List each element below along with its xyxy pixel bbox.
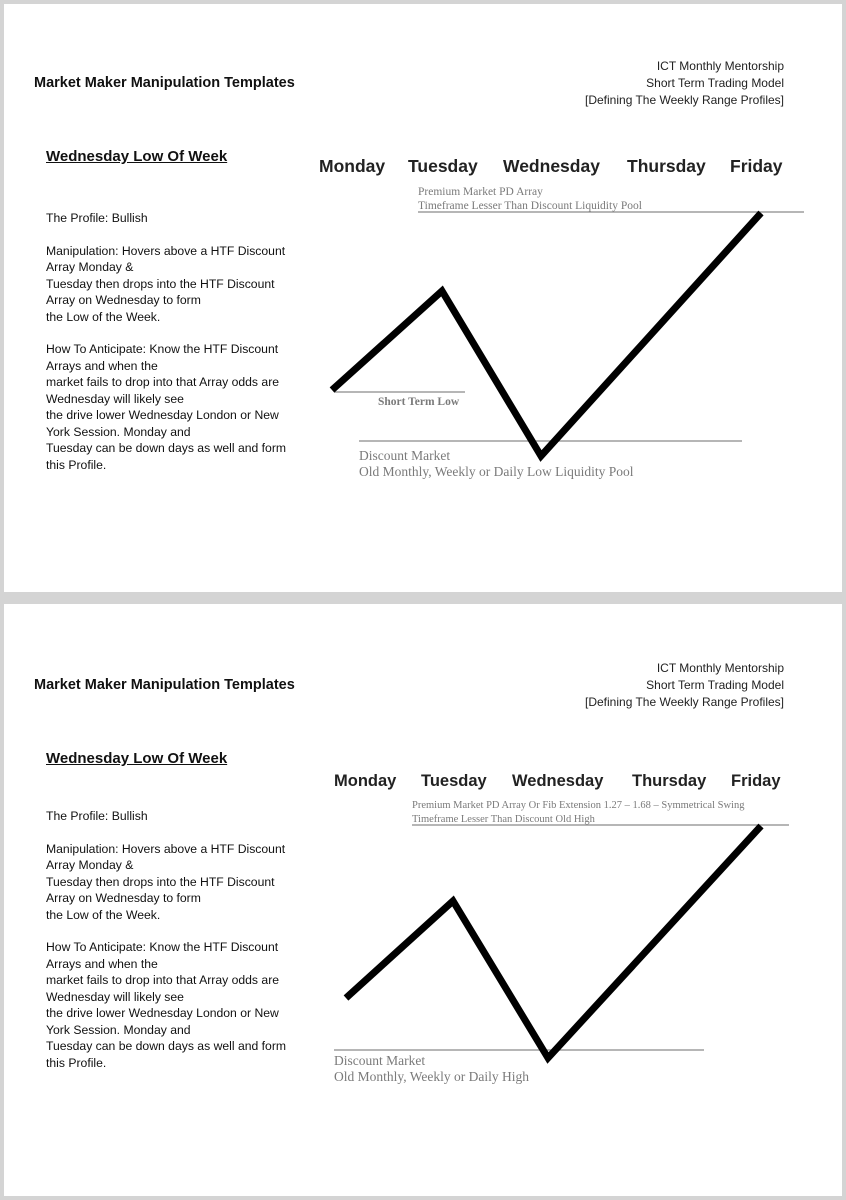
header-line: [Defining The Weekly Range Profiles] — [585, 695, 784, 709]
anticipate-line: How To Anticipate: Know the HTF Discount — [46, 940, 279, 954]
anticipate-line: the drive lower Wednesday London or New — [46, 408, 279, 422]
manipulation-line: the Low of the Week. — [46, 907, 161, 922]
slide-2 — [4, 604, 842, 1196]
day-label-thursday: Thursday — [627, 156, 706, 176]
weekly-profile-diagram — [4, 604, 842, 1196]
anticipate-line: this Profile. — [46, 457, 107, 472]
header-line: Short Term Trading Model — [646, 76, 784, 90]
profile-line: The Profile: Bullish — [46, 211, 148, 225]
manipulation-line: Tuesday then drops into the HTF Discount — [46, 276, 275, 291]
anticipate-line: York Session. Monday and — [46, 424, 191, 439]
day-label-wednesday: Wednesday — [512, 772, 604, 790]
anticipate-line: York Session. Monday and — [46, 1022, 191, 1037]
anticipate-line: Arrays and when the — [46, 358, 158, 373]
day-label-tuesday: Tuesday — [408, 156, 478, 176]
day-label-monday: Monday — [319, 156, 386, 176]
day-label-friday: Friday — [731, 772, 781, 790]
manipulation-line: Manipulation: Hovers above a HTF Discount — [46, 841, 286, 856]
premium-label-line: Timeframe Lesser Than Discount Liquidity Pool — [418, 200, 642, 212]
deck-title: Market Maker Manipulation Templates — [34, 75, 295, 91]
anticipate-line: Tuesday can be down days as well and form — [46, 441, 287, 455]
manipulation-line: Array Monday & — [46, 858, 134, 872]
profile-title: Wednesday Low Of Week — [46, 750, 228, 767]
anticipate-line: market fails to drop into that Array odds are — [46, 375, 280, 389]
day-label-friday: Friday — [730, 156, 783, 176]
manipulation-line: Array Monday & — [46, 260, 134, 274]
price-path — [346, 826, 761, 1058]
premium-label-line: Premium Market PD Array Or Fib Extension 1.27 – 1.68 – Symmetrical Swing — [412, 800, 745, 811]
discount-label-line: Old Monthly, Weekly or Daily High — [334, 1069, 530, 1084]
deck-title: Market Maker Manipulation Templates — [34, 677, 295, 693]
header-line: ICT Monthly Mentorship — [656, 59, 784, 73]
discount-label-line: Discount Market — [359, 448, 451, 463]
day-label-monday: Monday — [334, 772, 397, 790]
anticipate-line: Tuesday can be down days as well and form — [46, 1039, 287, 1053]
manipulation-line: Array on Wednesday to form — [46, 891, 201, 905]
manipulation-line: Tuesday then drops into the HTF Discount — [46, 874, 275, 889]
anticipate-line: the drive lower Wednesday London or New — [46, 1006, 279, 1020]
day-label-wednesday: Wednesday — [503, 156, 600, 176]
manipulation-line: Manipulation: Hovers above a HTF Discount — [46, 243, 286, 258]
slide-1 — [4, 4, 842, 592]
premium-label-line: Premium Market PD Array — [418, 186, 543, 198]
premium-label-line: Timeframe Lesser Than Discount Old High — [412, 814, 595, 825]
discount-label-line: Discount Market — [334, 1053, 426, 1068]
discount-label-line: Old Monthly, Weekly or Daily Low Liquidity Pool — [359, 464, 634, 479]
anticipate-line: this Profile. — [46, 1055, 107, 1070]
weekly-profile-diagram — [4, 4, 842, 592]
anticipate-line: How To Anticipate: Know the HTF Discount — [46, 342, 279, 356]
short-term-low-label: Short Term Low — [378, 396, 460, 408]
header-line: Short Term Trading Model — [646, 678, 784, 692]
anticipate-line: Wednesday will likely see — [46, 989, 184, 1004]
anticipate-line: market fails to drop into that Array odds are — [46, 973, 280, 987]
anticipate-line: Wednesday will likely see — [46, 391, 184, 406]
manipulation-line: Array on Wednesday to form — [46, 293, 201, 307]
manipulation-line: the Low of the Week. — [46, 309, 161, 324]
day-label-thursday: Thursday — [632, 772, 707, 790]
profile-title: Wednesday Low Of Week — [46, 148, 228, 165]
header-line: ICT Monthly Mentorship — [656, 661, 784, 675]
price-path — [332, 213, 761, 456]
header-line: [Defining The Weekly Range Profiles] — [585, 93, 784, 107]
anticipate-line: Arrays and when the — [46, 956, 158, 971]
day-label-tuesday: Tuesday — [421, 772, 487, 790]
profile-line: The Profile: Bullish — [46, 809, 148, 823]
